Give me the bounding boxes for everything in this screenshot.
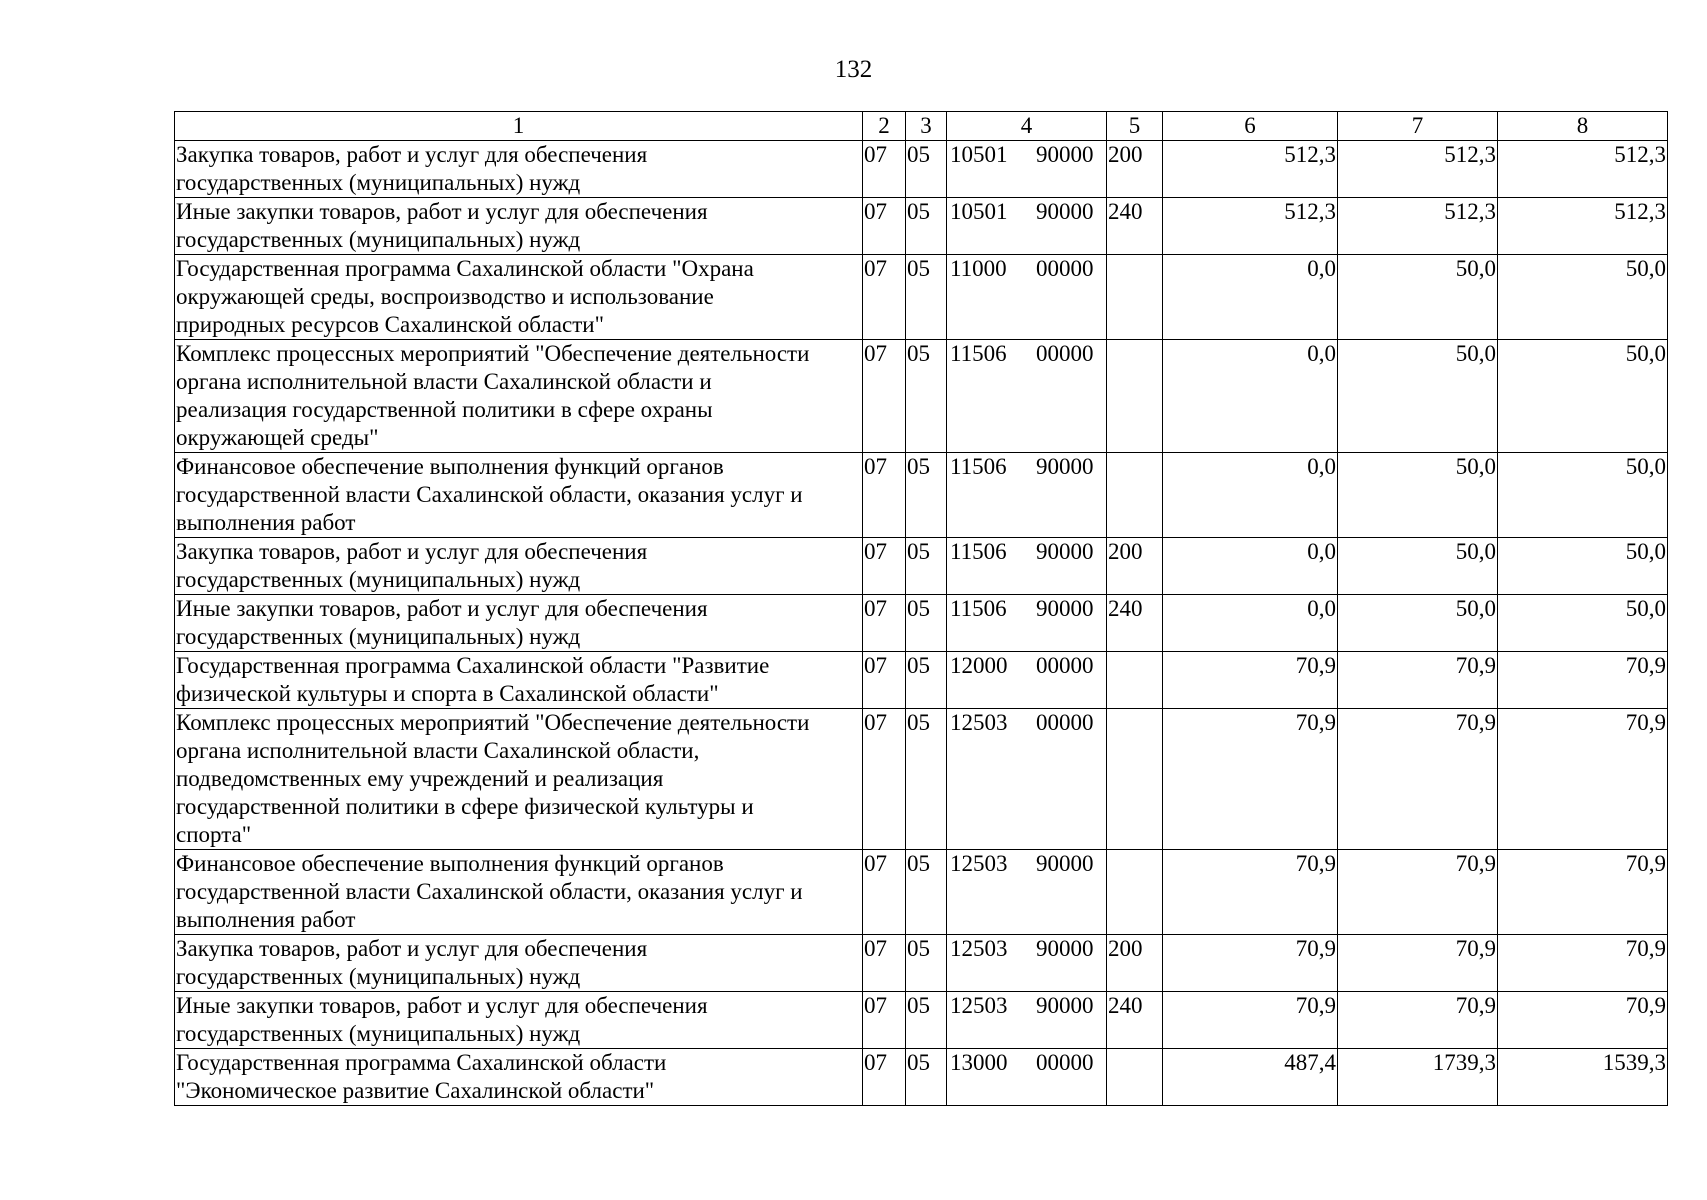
amount-col-6: 70,9 — [1163, 992, 1338, 1049]
program-code: 11506 — [950, 454, 1007, 479]
row-name-line: выполнения работ — [176, 510, 356, 535]
subsection-code: 05 — [906, 255, 947, 340]
amount-col-6: 0,0 — [1163, 453, 1338, 538]
row-name-line: органа исполнительной власти Сахалинской области и — [176, 369, 712, 394]
amount-col-6: 0,0 — [1163, 595, 1338, 652]
amount-col-8: 512,3 — [1498, 141, 1668, 198]
section-code: 07 — [863, 595, 906, 652]
row-name — [175, 198, 863, 255]
section-code: 07 — [863, 255, 906, 340]
header-col-6: 6 — [1163, 112, 1338, 141]
table-row — [175, 198, 1668, 255]
amount-col-6: 0,0 — [1163, 255, 1338, 340]
program-code: 10501 — [950, 199, 1008, 224]
row-name-line: спорта" — [176, 822, 252, 847]
row-name — [175, 595, 863, 652]
direction-code: 90000 — [1036, 454, 1094, 479]
row-name — [175, 453, 863, 538]
direction-code: 90000 — [1036, 596, 1094, 621]
subsection-code: 05 — [906, 935, 947, 992]
row-name-line: подведомственных ему учреждений и реализация — [176, 766, 664, 791]
amount-col-6: 0,0 — [1163, 340, 1338, 453]
table-row — [175, 992, 1668, 1049]
header-col-5: 5 — [1107, 112, 1163, 141]
target-article-code — [947, 595, 1107, 652]
subsection-code: 05 — [906, 538, 947, 595]
subsection-code: 05 — [906, 198, 947, 255]
section-code: 07 — [863, 850, 906, 935]
section-code: 07 — [863, 453, 906, 538]
program-code: 13000 — [950, 1050, 1008, 1075]
target-article-code — [947, 453, 1107, 538]
direction-code: 00000 — [1036, 1050, 1094, 1075]
expense-type-code: 240 — [1107, 198, 1163, 255]
row-name — [175, 850, 863, 935]
amount-col-8: 50,0 — [1498, 255, 1668, 340]
amount-col-7: 70,9 — [1338, 935, 1498, 992]
expense-type-code — [1107, 453, 1163, 538]
section-code: 07 — [863, 652, 906, 709]
section-code: 07 — [863, 709, 906, 850]
amount-col-7: 70,9 — [1338, 652, 1498, 709]
amount-col-8: 512,3 — [1498, 198, 1668, 255]
row-name — [175, 255, 863, 340]
amount-col-6: 70,9 — [1163, 652, 1338, 709]
target-article-code — [947, 198, 1107, 255]
row-name-line: органа исполнительной власти Сахалинской области, — [176, 738, 700, 763]
table-row — [175, 340, 1668, 453]
table-row — [175, 453, 1668, 538]
row-name-line: окружающей среды" — [176, 425, 379, 450]
program-code: 11000 — [950, 256, 1007, 281]
subsection-code: 05 — [906, 453, 947, 538]
row-name-line: Иные закупки товаров, работ и услуг для обеспечения — [176, 199, 708, 224]
page-number: 132 — [834, 56, 873, 83]
row-name — [175, 652, 863, 709]
amount-col-8: 50,0 — [1498, 595, 1668, 652]
row-name-line: государственных (муниципальных) нужд — [176, 227, 581, 252]
expense-type-code — [1107, 850, 1163, 935]
budget-table — [174, 111, 1668, 1106]
row-name-line: Иные закупки товаров, работ и услуг для обеспечения — [176, 993, 708, 1018]
row-name-line: государственных (муниципальных) нужд — [176, 567, 581, 592]
program-code: 11506 — [950, 596, 1007, 621]
direction-code: 00000 — [1036, 653, 1094, 678]
amount-col-8: 70,9 — [1498, 652, 1668, 709]
row-name-line: Комплекс процессных мероприятий "Обеспечение деятельности — [176, 341, 810, 366]
subsection-code: 05 — [906, 709, 947, 850]
row-name-line: реализация государственной политики в сфере охраны — [176, 397, 713, 422]
table-row — [175, 538, 1668, 595]
subsection-code: 05 — [906, 141, 947, 198]
expense-type-code: 200 — [1107, 935, 1163, 992]
row-name-line: выполнения работ — [176, 907, 356, 932]
row-name-line: Государственная программа Сахалинской области — [176, 1050, 667, 1075]
row-name-line: Государственная программа Сахалинской области "Развитие — [176, 653, 770, 678]
amount-col-6: 70,9 — [1163, 850, 1338, 935]
direction-code: 00000 — [1036, 341, 1094, 366]
amount-col-8: 50,0 — [1498, 538, 1668, 595]
row-name-line: физической культуры и спорта в Сахалинской области" — [176, 681, 719, 706]
table-row — [175, 709, 1668, 850]
expense-type-code — [1107, 255, 1163, 340]
amount-col-7: 512,3 — [1338, 198, 1498, 255]
amount-col-8: 70,9 — [1498, 709, 1668, 850]
table-row — [175, 141, 1668, 198]
row-name — [175, 538, 863, 595]
program-code: 12503 — [950, 851, 1008, 876]
row-name — [175, 709, 863, 850]
row-name-line: Закупка товаров, работ и услуг для обеспечения — [176, 936, 648, 961]
section-code: 07 — [863, 992, 906, 1049]
amount-col-8: 50,0 — [1498, 340, 1668, 453]
direction-code: 90000 — [1036, 539, 1094, 564]
row-name-line: Закупка товаров, работ и услуг для обеспечения — [176, 142, 648, 167]
row-name-line: государственной политики в сфере физической культуры и — [176, 794, 754, 819]
direction-code: 90000 — [1036, 993, 1094, 1018]
row-name-line: государственных (муниципальных) нужд — [176, 964, 581, 989]
row-name-line: природных ресурсов Сахалинской области" — [176, 312, 604, 337]
row-name — [175, 340, 863, 453]
row-name — [175, 935, 863, 992]
program-code: 11506 — [950, 539, 1007, 564]
header-col-3: 3 — [906, 112, 947, 141]
header-col-1: 1 — [175, 112, 863, 141]
subsection-code: 05 — [906, 595, 947, 652]
section-code: 07 — [863, 141, 906, 198]
row-name-line: Закупка товаров, работ и услуг для обеспечения — [176, 539, 648, 564]
section-code: 07 — [863, 340, 906, 453]
amount-col-7: 70,9 — [1338, 709, 1498, 850]
header-col-7: 7 — [1338, 112, 1498, 141]
amount-col-8: 70,9 — [1498, 992, 1668, 1049]
expense-type-code — [1107, 1049, 1163, 1106]
row-name — [175, 992, 863, 1049]
amount-col-8: 70,9 — [1498, 935, 1668, 992]
section-code: 07 — [863, 198, 906, 255]
amount-col-6: 0,0 — [1163, 538, 1338, 595]
table-row — [175, 595, 1668, 652]
program-code: 12503 — [950, 936, 1008, 961]
subsection-code: 05 — [906, 652, 947, 709]
row-name-line: Комплекс процессных мероприятий "Обеспечение деятельности — [176, 710, 810, 735]
row-name-line: государственных (муниципальных) нужд — [176, 170, 581, 195]
row-name-line: государственных (муниципальных) нужд — [176, 624, 581, 649]
header-col-4: 4 — [947, 112, 1107, 141]
table-row — [175, 255, 1668, 340]
row-name-line: Государственная программа Сахалинской области "Охрана — [176, 256, 754, 281]
amount-col-8: 1539,3 — [1498, 1049, 1668, 1106]
target-article-code — [947, 340, 1107, 453]
subsection-code: 05 — [906, 992, 947, 1049]
target-article-code — [947, 538, 1107, 595]
amount-col-8: 70,9 — [1498, 850, 1668, 935]
direction-code: 90000 — [1036, 936, 1094, 961]
row-name-line: окружающей среды, воспроизводство и использование — [176, 284, 714, 309]
direction-code: 00000 — [1036, 256, 1094, 281]
amount-col-7: 70,9 — [1338, 992, 1498, 1049]
amount-col-7: 50,0 — [1338, 538, 1498, 595]
row-name — [175, 141, 863, 198]
program-code: 12503 — [950, 993, 1008, 1018]
header-col-2: 2 — [863, 112, 906, 141]
row-name — [175, 1049, 863, 1106]
amount-col-6: 70,9 — [1163, 709, 1338, 850]
target-article-code — [947, 141, 1107, 198]
expense-type-code: 240 — [1107, 595, 1163, 652]
section-code: 07 — [863, 538, 906, 595]
subsection-code: 05 — [906, 850, 947, 935]
expense-type-code — [1107, 340, 1163, 453]
amount-col-6: 487,4 — [1163, 1049, 1338, 1106]
target-article-code — [947, 850, 1107, 935]
row-name-line: "Экономическое развитие Сахалинской области" — [176, 1078, 655, 1103]
amount-col-7: 70,9 — [1338, 850, 1498, 935]
program-code: 12503 — [950, 710, 1008, 735]
header-col-8: 8 — [1498, 112, 1668, 141]
table-row — [175, 935, 1668, 992]
amount-col-6: 512,3 — [1163, 198, 1338, 255]
header-row — [175, 112, 1668, 141]
expense-type-code: 240 — [1107, 992, 1163, 1049]
direction-code: 90000 — [1036, 142, 1094, 167]
row-name-line: Финансовое обеспечение выполнения функций органов — [176, 851, 724, 876]
target-article-code — [947, 255, 1107, 340]
expense-type-code — [1107, 652, 1163, 709]
table-body — [175, 141, 1668, 1106]
subsection-code: 05 — [906, 340, 947, 453]
section-code: 07 — [863, 935, 906, 992]
target-article-code — [947, 992, 1107, 1049]
expense-type-code: 200 — [1107, 538, 1163, 595]
target-article-code — [947, 1049, 1107, 1106]
direction-code: 00000 — [1036, 710, 1094, 735]
row-name-line: государственной власти Сахалинской области, оказания услуг и — [176, 482, 803, 507]
row-name-line: государственных (муниципальных) нужд — [176, 1021, 581, 1046]
section-code: 07 — [863, 1049, 906, 1106]
amount-col-7: 50,0 — [1338, 595, 1498, 652]
program-code: 11506 — [950, 341, 1007, 366]
subsection-code: 05 — [906, 1049, 947, 1106]
amount-col-7: 50,0 — [1338, 340, 1498, 453]
target-article-code — [947, 935, 1107, 992]
target-article-code — [947, 709, 1107, 850]
amount-col-8: 50,0 — [1498, 453, 1668, 538]
amount-col-7: 1739,3 — [1338, 1049, 1498, 1106]
direction-code: 90000 — [1036, 851, 1094, 876]
amount-col-7: 50,0 — [1338, 255, 1498, 340]
table-row — [175, 850, 1668, 935]
program-code: 12000 — [950, 653, 1008, 678]
row-name-line: Финансовое обеспечение выполнения функций органов — [176, 454, 724, 479]
amount-col-7: 50,0 — [1338, 453, 1498, 538]
table-row — [175, 652, 1668, 709]
direction-code: 90000 — [1036, 199, 1094, 224]
expense-type-code — [1107, 709, 1163, 850]
table-row — [175, 1049, 1668, 1106]
row-name-line: Иные закупки товаров, работ и услуг для обеспечения — [176, 596, 708, 621]
program-code: 10501 — [950, 142, 1008, 167]
amount-col-6: 70,9 — [1163, 935, 1338, 992]
target-article-code — [947, 652, 1107, 709]
expense-type-code: 200 — [1107, 141, 1163, 198]
amount-col-6: 512,3 — [1163, 141, 1338, 198]
amount-col-7: 512,3 — [1338, 141, 1498, 198]
row-name-line: государственной власти Сахалинской области, оказания услуг и — [176, 879, 803, 904]
